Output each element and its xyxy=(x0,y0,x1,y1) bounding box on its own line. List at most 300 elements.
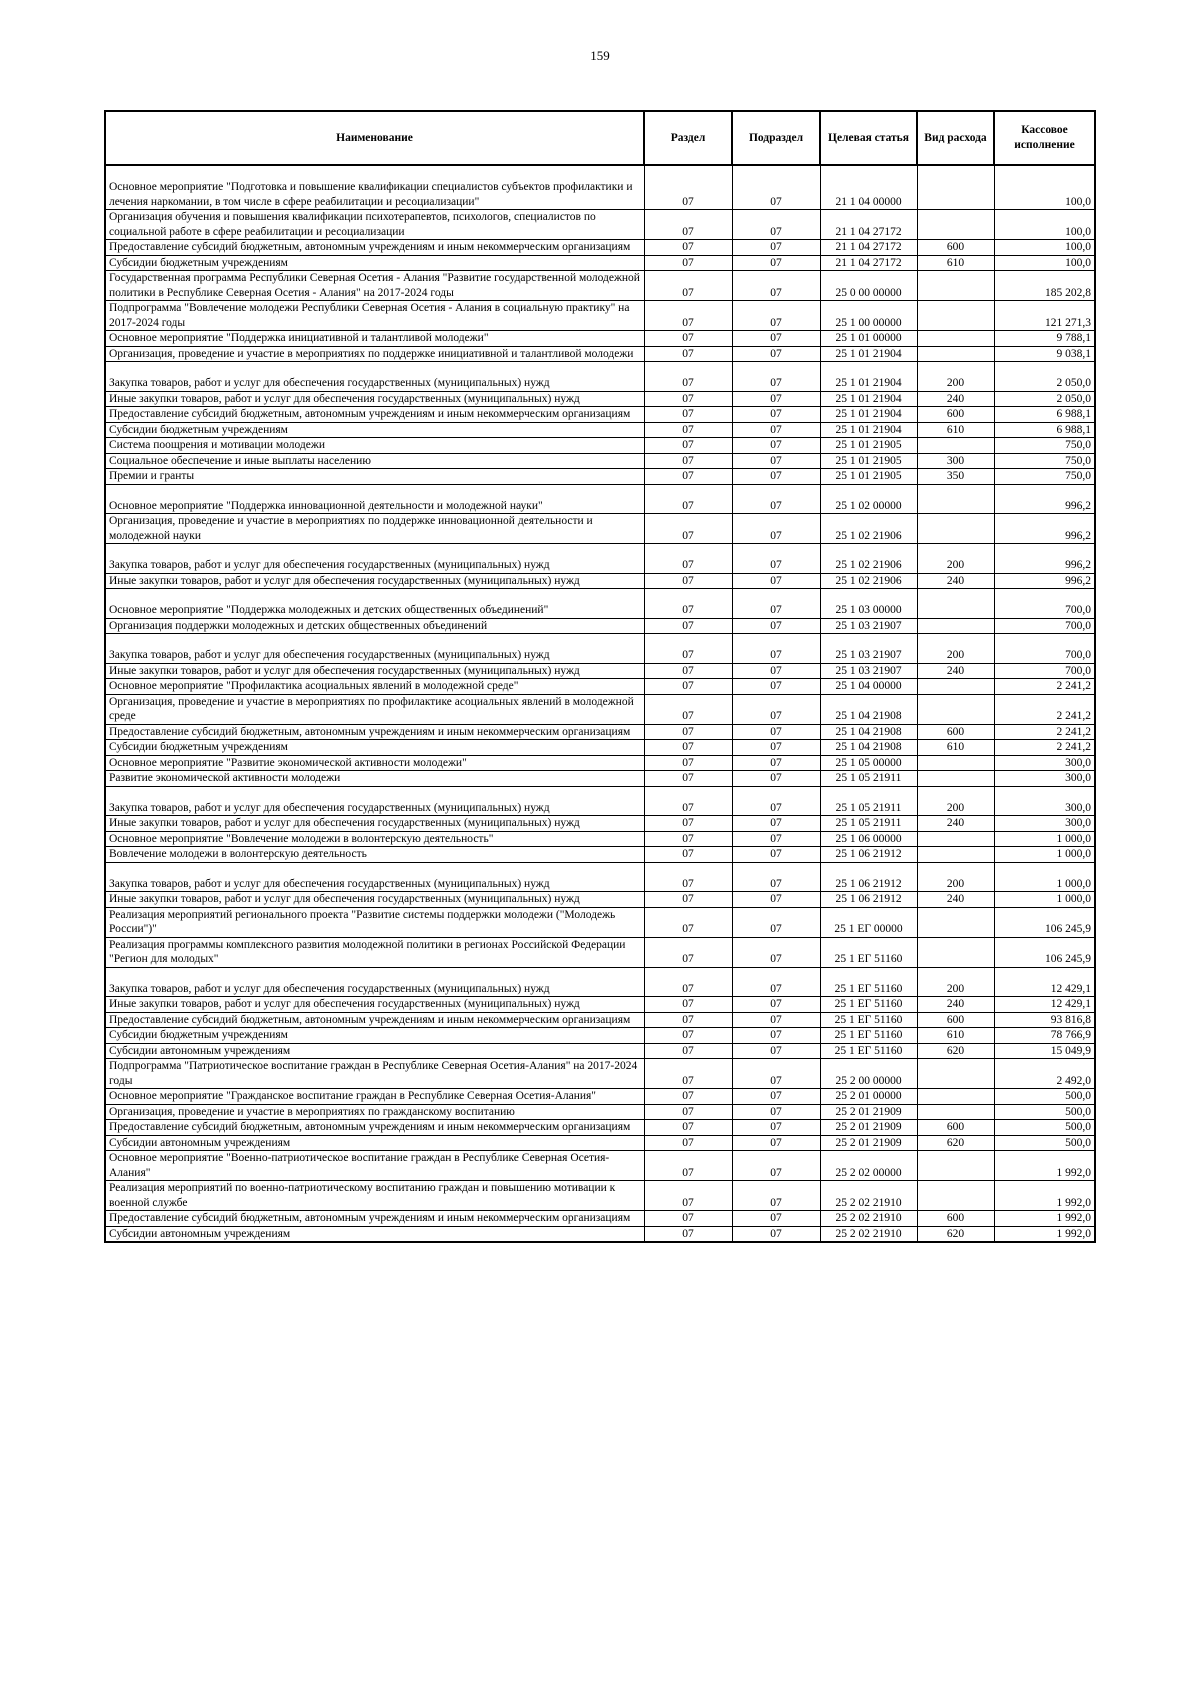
cell-name: Организация обучения и повышения квалификации психотерапевтов, психологов, специалистов по социальной работе в сфере реабилитации и ресоциализации xyxy=(105,210,644,240)
cell-celevaya: 25 1 05 00000 xyxy=(820,755,917,771)
cell-razdel: 07 xyxy=(644,346,732,362)
cell-podrazdel: 07 xyxy=(732,422,820,438)
cell-podrazdel: 07 xyxy=(732,1059,820,1089)
cell-celevaya: 25 0 00 00000 xyxy=(820,271,917,301)
cell-podrazdel: 07 xyxy=(732,362,820,392)
cell-razdel: 07 xyxy=(644,679,732,695)
cell-vid: 600 xyxy=(917,1012,994,1028)
cell-vid xyxy=(917,1089,994,1105)
cell-celevaya: 25 1 02 21906 xyxy=(820,573,917,589)
cell-celevaya: 25 1 00 00000 xyxy=(820,301,917,331)
cell-podrazdel: 07 xyxy=(732,453,820,469)
table-row xyxy=(105,573,1095,589)
cell-podrazdel: 07 xyxy=(732,997,820,1013)
cell-razdel: 07 xyxy=(644,997,732,1013)
cell-podrazdel: 07 xyxy=(732,663,820,679)
table-row xyxy=(105,618,1095,634)
cell-name: Реализация мероприятий по военно-патриотическому воспитанию граждан и повышению мотивации к военной службе xyxy=(105,1181,644,1211)
cell-vid xyxy=(917,484,994,514)
cell-name: Закупка товаров, работ и услуг для обеспечения государственных (муниципальных) нужд xyxy=(105,362,644,392)
cell-vid xyxy=(917,271,994,301)
cell-name: Реализация программы комплексного развития молодежной политики в регионах Российской Федерации "Регион для молодых" xyxy=(105,937,644,967)
cell-podrazdel: 07 xyxy=(732,301,820,331)
cell-celevaya: 25 1 01 21905 xyxy=(820,438,917,454)
cell-name: Основное мероприятие "Вовлечение молодежи в волонтерскую деятельность" xyxy=(105,831,644,847)
cell-podrazdel: 07 xyxy=(732,847,820,863)
cell-name: Субсидии бюджетным учреждениям xyxy=(105,740,644,756)
cell-name: Подпрограмма "Патриотическое воспитание граждан в Республике Северная Осетия-Алания" на 2017-2024 годы xyxy=(105,1059,644,1089)
cell-celevaya: 25 2 01 21909 xyxy=(820,1104,917,1120)
header-vid: Вид расхода xyxy=(917,111,994,165)
cell-vid xyxy=(917,514,994,544)
cell-name: Субсидии автономным учреждениям xyxy=(105,1135,644,1151)
cell-podrazdel: 07 xyxy=(732,438,820,454)
cell-celevaya: 25 1 01 21904 xyxy=(820,391,917,407)
table-row xyxy=(105,438,1095,454)
cell-kassa: 106 245,9 xyxy=(994,907,1095,937)
cell-razdel: 07 xyxy=(644,634,732,664)
table-row xyxy=(105,331,1095,347)
cell-vid: 200 xyxy=(917,362,994,392)
cell-razdel: 07 xyxy=(644,438,732,454)
cell-kassa: 2 050,0 xyxy=(994,391,1095,407)
cell-podrazdel: 07 xyxy=(732,1135,820,1151)
header-celevaya: Целевая статья xyxy=(820,111,917,165)
cell-vid xyxy=(917,165,994,210)
cell-podrazdel: 07 xyxy=(732,786,820,816)
table-row xyxy=(105,937,1095,967)
cell-celevaya: 25 1 02 21906 xyxy=(820,514,917,544)
cell-razdel: 07 xyxy=(644,422,732,438)
cell-name: Предоставление субсидий бюджетным, автономным учреждениям и иным некоммерческим организациям xyxy=(105,407,644,423)
cell-celevaya: 25 2 01 21909 xyxy=(820,1135,917,1151)
cell-name: Основное мероприятие "Поддержка инновационной деятельности и молодежной науки" xyxy=(105,484,644,514)
cell-name: Организация, проведение и участие в мероприятиях по поддержке инициативной и талантливой молодежи xyxy=(105,346,644,362)
cell-razdel: 07 xyxy=(644,816,732,832)
cell-razdel: 07 xyxy=(644,1181,732,1211)
cell-celevaya: 25 1 ЕГ 51160 xyxy=(820,1028,917,1044)
cell-vid: 200 xyxy=(917,544,994,574)
cell-celevaya: 21 1 04 00000 xyxy=(820,165,917,210)
table-row xyxy=(105,663,1095,679)
table-row xyxy=(105,634,1095,664)
table-row xyxy=(105,271,1095,301)
cell-celevaya: 25 1 05 21911 xyxy=(820,771,917,787)
cell-podrazdel: 07 xyxy=(732,1104,820,1120)
cell-vid xyxy=(917,1151,994,1181)
cell-celevaya: 25 1 01 21905 xyxy=(820,453,917,469)
cell-kassa: 100,0 xyxy=(994,165,1095,210)
cell-podrazdel: 07 xyxy=(732,618,820,634)
cell-kassa: 93 816,8 xyxy=(994,1012,1095,1028)
cell-razdel: 07 xyxy=(644,469,732,485)
cell-razdel: 07 xyxy=(644,740,732,756)
cell-razdel: 07 xyxy=(644,1104,732,1120)
cell-name: Основное мероприятие "Гражданское воспитание граждан в Республике Северная Осетия-Алания" xyxy=(105,1089,644,1105)
table-row xyxy=(105,453,1095,469)
cell-vid xyxy=(917,618,994,634)
budget-table xyxy=(104,110,1096,1243)
cell-kassa: 750,0 xyxy=(994,469,1095,485)
cell-podrazdel: 07 xyxy=(732,255,820,271)
cell-kassa: 700,0 xyxy=(994,618,1095,634)
cell-kassa: 996,2 xyxy=(994,573,1095,589)
cell-celevaya: 25 1 01 21904 xyxy=(820,422,917,438)
cell-razdel: 07 xyxy=(644,1089,732,1105)
cell-kassa: 1 000,0 xyxy=(994,862,1095,892)
cell-kassa: 9 038,1 xyxy=(994,346,1095,362)
cell-razdel: 07 xyxy=(644,847,732,863)
cell-razdel: 07 xyxy=(644,618,732,634)
cell-podrazdel: 07 xyxy=(732,907,820,937)
cell-kassa: 1 992,0 xyxy=(994,1151,1095,1181)
table-row xyxy=(105,907,1095,937)
cell-kassa: 2 492,0 xyxy=(994,1059,1095,1089)
cell-name: Субсидии бюджетным учреждениям xyxy=(105,1028,644,1044)
cell-name: Субсидии бюджетным учреждениям xyxy=(105,255,644,271)
cell-kassa: 1 000,0 xyxy=(994,892,1095,908)
table-row xyxy=(105,967,1095,997)
cell-celevaya: 21 1 04 27172 xyxy=(820,240,917,256)
cell-vid xyxy=(917,771,994,787)
cell-razdel: 07 xyxy=(644,544,732,574)
cell-name: Основное мероприятие "Развитие экономической активности молодежи" xyxy=(105,755,644,771)
table-row xyxy=(105,469,1095,485)
table-row xyxy=(105,740,1095,756)
cell-vid: 600 xyxy=(917,1211,994,1227)
cell-name: Основное мероприятие "Поддержка инициативной и талантливой молодежи" xyxy=(105,331,644,347)
cell-podrazdel: 07 xyxy=(732,892,820,908)
cell-kassa: 9 788,1 xyxy=(994,331,1095,347)
table-row xyxy=(105,255,1095,271)
cell-name: Премии и гранты xyxy=(105,469,644,485)
cell-podrazdel: 07 xyxy=(732,694,820,724)
table-row xyxy=(105,165,1095,210)
cell-razdel: 07 xyxy=(644,331,732,347)
cell-name: Организация поддержки молодежных и детских общественных объединений xyxy=(105,618,644,634)
cell-razdel: 07 xyxy=(644,1028,732,1044)
cell-podrazdel: 07 xyxy=(732,967,820,997)
table-row xyxy=(105,301,1095,331)
cell-vid xyxy=(917,937,994,967)
cell-name: Субсидии автономным учреждениям xyxy=(105,1043,644,1059)
table-row xyxy=(105,892,1095,908)
cell-kassa: 700,0 xyxy=(994,589,1095,619)
cell-podrazdel: 07 xyxy=(732,1089,820,1105)
table-row xyxy=(105,1089,1095,1105)
cell-kassa: 300,0 xyxy=(994,755,1095,771)
cell-podrazdel: 07 xyxy=(732,831,820,847)
cell-name: Реализация мероприятий регионального проекта "Развитие системы поддержки молодежи ("Молодежь России")" xyxy=(105,907,644,937)
cell-vid: 600 xyxy=(917,1120,994,1136)
cell-name: Закупка товаров, работ и услуг для обеспечения государственных (муниципальных) нужд xyxy=(105,862,644,892)
cell-celevaya: 25 1 04 21908 xyxy=(820,694,917,724)
cell-podrazdel: 07 xyxy=(732,1211,820,1227)
cell-razdel: 07 xyxy=(644,589,732,619)
cell-celevaya: 25 1 01 21904 xyxy=(820,346,917,362)
cell-name: Система поощрения и мотивации молодежи xyxy=(105,438,644,454)
cell-podrazdel: 07 xyxy=(732,346,820,362)
cell-kassa: 500,0 xyxy=(994,1135,1095,1151)
table-header-row xyxy=(105,111,1095,165)
cell-podrazdel: 07 xyxy=(732,407,820,423)
cell-podrazdel: 07 xyxy=(732,816,820,832)
cell-razdel: 07 xyxy=(644,786,732,816)
cell-vid: 610 xyxy=(917,1028,994,1044)
cell-podrazdel: 07 xyxy=(732,1226,820,1242)
cell-celevaya: 21 1 04 27172 xyxy=(820,255,917,271)
table-row xyxy=(105,816,1095,832)
cell-razdel: 07 xyxy=(644,514,732,544)
cell-celevaya: 25 1 01 21904 xyxy=(820,362,917,392)
cell-celevaya: 25 1 03 21907 xyxy=(820,618,917,634)
cell-vid: 610 xyxy=(917,255,994,271)
table-row xyxy=(105,362,1095,392)
cell-vid xyxy=(917,331,994,347)
table-row xyxy=(105,1059,1095,1089)
cell-vid xyxy=(917,907,994,937)
cell-podrazdel: 07 xyxy=(732,1120,820,1136)
cell-podrazdel: 07 xyxy=(732,165,820,210)
cell-celevaya: 25 1 04 21908 xyxy=(820,724,917,740)
cell-razdel: 07 xyxy=(644,937,732,967)
cell-podrazdel: 07 xyxy=(732,771,820,787)
cell-podrazdel: 07 xyxy=(732,937,820,967)
cell-kassa: 500,0 xyxy=(994,1120,1095,1136)
header-podrazdel: Подраздел xyxy=(732,111,820,165)
cell-vid: 200 xyxy=(917,634,994,664)
cell-razdel: 07 xyxy=(644,755,732,771)
cell-razdel: 07 xyxy=(644,1226,732,1242)
table-row xyxy=(105,786,1095,816)
cell-razdel: 07 xyxy=(644,663,732,679)
cell-vid: 600 xyxy=(917,240,994,256)
cell-kassa: 6 988,1 xyxy=(994,407,1095,423)
cell-kassa: 996,2 xyxy=(994,544,1095,574)
cell-podrazdel: 07 xyxy=(732,1151,820,1181)
cell-kassa: 2 241,2 xyxy=(994,679,1095,695)
cell-kassa: 121 271,3 xyxy=(994,301,1095,331)
cell-kassa: 2 241,2 xyxy=(994,694,1095,724)
cell-razdel: 07 xyxy=(644,210,732,240)
cell-kassa: 1 992,0 xyxy=(994,1211,1095,1227)
table-row xyxy=(105,847,1095,863)
header-razdel: Раздел xyxy=(644,111,732,165)
cell-vid xyxy=(917,589,994,619)
cell-celevaya: 25 1 05 21911 xyxy=(820,786,917,816)
cell-vid: 240 xyxy=(917,997,994,1013)
cell-kassa: 100,0 xyxy=(994,240,1095,256)
cell-vid xyxy=(917,831,994,847)
cell-celevaya: 25 2 01 21909 xyxy=(820,1120,917,1136)
cell-podrazdel: 07 xyxy=(732,1043,820,1059)
table-row xyxy=(105,1226,1095,1242)
cell-name: Организация, проведение и участие в мероприятиях по гражданскому воспитанию xyxy=(105,1104,644,1120)
cell-vid xyxy=(917,847,994,863)
cell-name: Предоставление субсидий бюджетным, автономным учреждениям и иным некоммерческим организациям xyxy=(105,1012,644,1028)
cell-celevaya: 25 1 02 21906 xyxy=(820,544,917,574)
table-row xyxy=(105,407,1095,423)
cell-celevaya: 25 1 06 21912 xyxy=(820,862,917,892)
cell-podrazdel: 07 xyxy=(732,589,820,619)
cell-razdel: 07 xyxy=(644,1120,732,1136)
table-row xyxy=(105,1181,1095,1211)
cell-podrazdel: 07 xyxy=(732,1028,820,1044)
cell-celevaya: 25 2 02 21910 xyxy=(820,1226,917,1242)
page-number: 159 xyxy=(590,48,610,63)
table-row xyxy=(105,694,1095,724)
cell-name: Субсидии бюджетным учреждениям xyxy=(105,422,644,438)
cell-podrazdel: 07 xyxy=(732,679,820,695)
cell-kassa: 100,0 xyxy=(994,255,1095,271)
header-kassa: Кассовое исполнение xyxy=(994,111,1095,165)
cell-celevaya: 25 1 ЕГ 00000 xyxy=(820,907,917,937)
cell-kassa: 996,2 xyxy=(994,484,1095,514)
cell-podrazdel: 07 xyxy=(732,240,820,256)
cell-vid: 200 xyxy=(917,862,994,892)
cell-celevaya: 25 2 02 21910 xyxy=(820,1211,917,1227)
cell-name: Иные закупки товаров, работ и услуг для обеспечения государственных (муниципальных) нужд xyxy=(105,663,644,679)
cell-razdel: 07 xyxy=(644,1012,732,1028)
cell-kassa: 12 429,1 xyxy=(994,967,1095,997)
cell-podrazdel: 07 xyxy=(732,469,820,485)
cell-name: Основное мероприятие "Военно-патриотическое воспитание граждан в Республике Северная Осетия- Алания" xyxy=(105,1151,644,1181)
table-row xyxy=(105,862,1095,892)
cell-vid: 240 xyxy=(917,892,994,908)
cell-razdel: 07 xyxy=(644,1043,732,1059)
cell-vid xyxy=(917,755,994,771)
cell-razdel: 07 xyxy=(644,1211,732,1227)
cell-razdel: 07 xyxy=(644,1135,732,1151)
cell-name: Иные закупки товаров, работ и услуг для обеспечения государственных (муниципальных) нужд xyxy=(105,573,644,589)
cell-kassa: 750,0 xyxy=(994,438,1095,454)
cell-name: Организация, проведение и участие в мероприятиях по профилактике асоциальных явлений в молодежной среде xyxy=(105,694,644,724)
cell-razdel: 07 xyxy=(644,862,732,892)
cell-podrazdel: 07 xyxy=(732,634,820,664)
table-row xyxy=(105,679,1095,695)
cell-name: Иные закупки товаров, работ и услуг для обеспечения государственных (муниципальных) нужд xyxy=(105,816,644,832)
cell-celevaya: 25 2 01 00000 xyxy=(820,1089,917,1105)
cell-vid: 200 xyxy=(917,967,994,997)
cell-vid: 200 xyxy=(917,786,994,816)
table-row xyxy=(105,1151,1095,1181)
cell-name: Основное мероприятие "Подготовка и повышение квалификации специалистов субъектов профилактики и лечения наркомании, в том числе в сфере реабилитации и ресоциализации" xyxy=(105,165,644,210)
cell-podrazdel: 07 xyxy=(732,724,820,740)
table-row xyxy=(105,1104,1095,1120)
cell-podrazdel: 07 xyxy=(732,1181,820,1211)
cell-celevaya: 25 1 ЕГ 51160 xyxy=(820,967,917,997)
cell-name: Субсидии автономным учреждениям xyxy=(105,1226,644,1242)
cell-vid xyxy=(917,301,994,331)
cell-celevaya: 25 1 03 00000 xyxy=(820,589,917,619)
cell-name: Подпрограмма "Вовлечение молодежи Республики Северная Осетия - Алания в социальную практику" на 2017-2024 годы xyxy=(105,301,644,331)
cell-name: Иные закупки товаров, работ и услуг для обеспечения государственных (муниципальных) нужд xyxy=(105,997,644,1013)
cell-kassa: 2 241,2 xyxy=(994,740,1095,756)
cell-podrazdel: 07 xyxy=(732,755,820,771)
cell-razdel: 07 xyxy=(644,831,732,847)
cell-celevaya: 25 1 05 21911 xyxy=(820,816,917,832)
cell-kassa: 700,0 xyxy=(994,663,1095,679)
cell-celevaya: 25 1 04 21908 xyxy=(820,740,917,756)
cell-vid xyxy=(917,210,994,240)
cell-razdel: 07 xyxy=(644,362,732,392)
cell-podrazdel: 07 xyxy=(732,573,820,589)
cell-vid: 300 xyxy=(917,453,994,469)
cell-celevaya: 25 1 06 00000 xyxy=(820,831,917,847)
cell-vid xyxy=(917,1181,994,1211)
cell-podrazdel: 07 xyxy=(732,740,820,756)
cell-razdel: 07 xyxy=(644,255,732,271)
table-row xyxy=(105,1120,1095,1136)
cell-name: Закупка товаров, работ и услуг для обеспечения государственных (муниципальных) нужд xyxy=(105,967,644,997)
table-row xyxy=(105,755,1095,771)
cell-vid: 600 xyxy=(917,407,994,423)
cell-vid: 350 xyxy=(917,469,994,485)
cell-vid: 240 xyxy=(917,816,994,832)
cell-name: Иные закупки товаров, работ и услуг для обеспечения государственных (муниципальных) нужд xyxy=(105,391,644,407)
cell-vid: 600 xyxy=(917,724,994,740)
cell-razdel: 07 xyxy=(644,771,732,787)
cell-celevaya: 21 1 04 27172 xyxy=(820,210,917,240)
cell-razdel: 07 xyxy=(644,892,732,908)
cell-kassa: 1 000,0 xyxy=(994,847,1095,863)
cell-razdel: 07 xyxy=(644,694,732,724)
cell-celevaya: 25 2 02 21910 xyxy=(820,1181,917,1211)
cell-razdel: 07 xyxy=(644,967,732,997)
table-row xyxy=(105,422,1095,438)
cell-vid: 620 xyxy=(917,1135,994,1151)
cell-kassa: 700,0 xyxy=(994,634,1095,664)
table-row xyxy=(105,997,1095,1013)
table-row xyxy=(105,484,1095,514)
cell-vid: 610 xyxy=(917,422,994,438)
cell-kassa: 750,0 xyxy=(994,453,1095,469)
cell-celevaya: 25 1 03 21907 xyxy=(820,663,917,679)
cell-razdel: 07 xyxy=(644,573,732,589)
cell-name: Предоставление субсидий бюджетным, автономным учреждениям и иным некоммерческим организациям xyxy=(105,724,644,740)
cell-name: Закупка товаров, работ и услуг для обеспечения государственных (муниципальных) нужд xyxy=(105,634,644,664)
cell-kassa: 300,0 xyxy=(994,771,1095,787)
cell-razdel: 07 xyxy=(644,484,732,514)
cell-razdel: 07 xyxy=(644,1059,732,1089)
table-body xyxy=(105,165,1095,1242)
cell-vid xyxy=(917,694,994,724)
cell-kassa: 996,2 xyxy=(994,514,1095,544)
table-row xyxy=(105,544,1095,574)
cell-podrazdel: 07 xyxy=(732,391,820,407)
table-row xyxy=(105,514,1095,544)
cell-kassa: 2 241,2 xyxy=(994,724,1095,740)
cell-vid xyxy=(917,438,994,454)
cell-kassa: 500,0 xyxy=(994,1104,1095,1120)
cell-razdel: 07 xyxy=(644,165,732,210)
cell-podrazdel: 07 xyxy=(732,514,820,544)
cell-celevaya: 25 2 02 00000 xyxy=(820,1151,917,1181)
cell-kassa: 106 245,9 xyxy=(994,937,1095,967)
cell-celevaya: 25 1 01 00000 xyxy=(820,331,917,347)
cell-vid xyxy=(917,1059,994,1089)
cell-kassa: 1 992,0 xyxy=(994,1181,1095,1211)
cell-name: Государственная программа Республики Северная Осетия - Алания "Развитие государственной молодежной политики в Республике Северная Осетия - Алания" на 2017-2024 годы xyxy=(105,271,644,301)
cell-name: Развитие экономической активности молодежи xyxy=(105,771,644,787)
cell-razdel: 07 xyxy=(644,301,732,331)
cell-podrazdel: 07 xyxy=(732,484,820,514)
cell-celevaya: 25 1 06 21912 xyxy=(820,892,917,908)
cell-kassa: 1 000,0 xyxy=(994,831,1095,847)
cell-kassa: 300,0 xyxy=(994,786,1095,816)
cell-name: Основное мероприятие "Профилактика асоциальных явлений в молодежной среде" xyxy=(105,679,644,695)
cell-vid xyxy=(917,1104,994,1120)
